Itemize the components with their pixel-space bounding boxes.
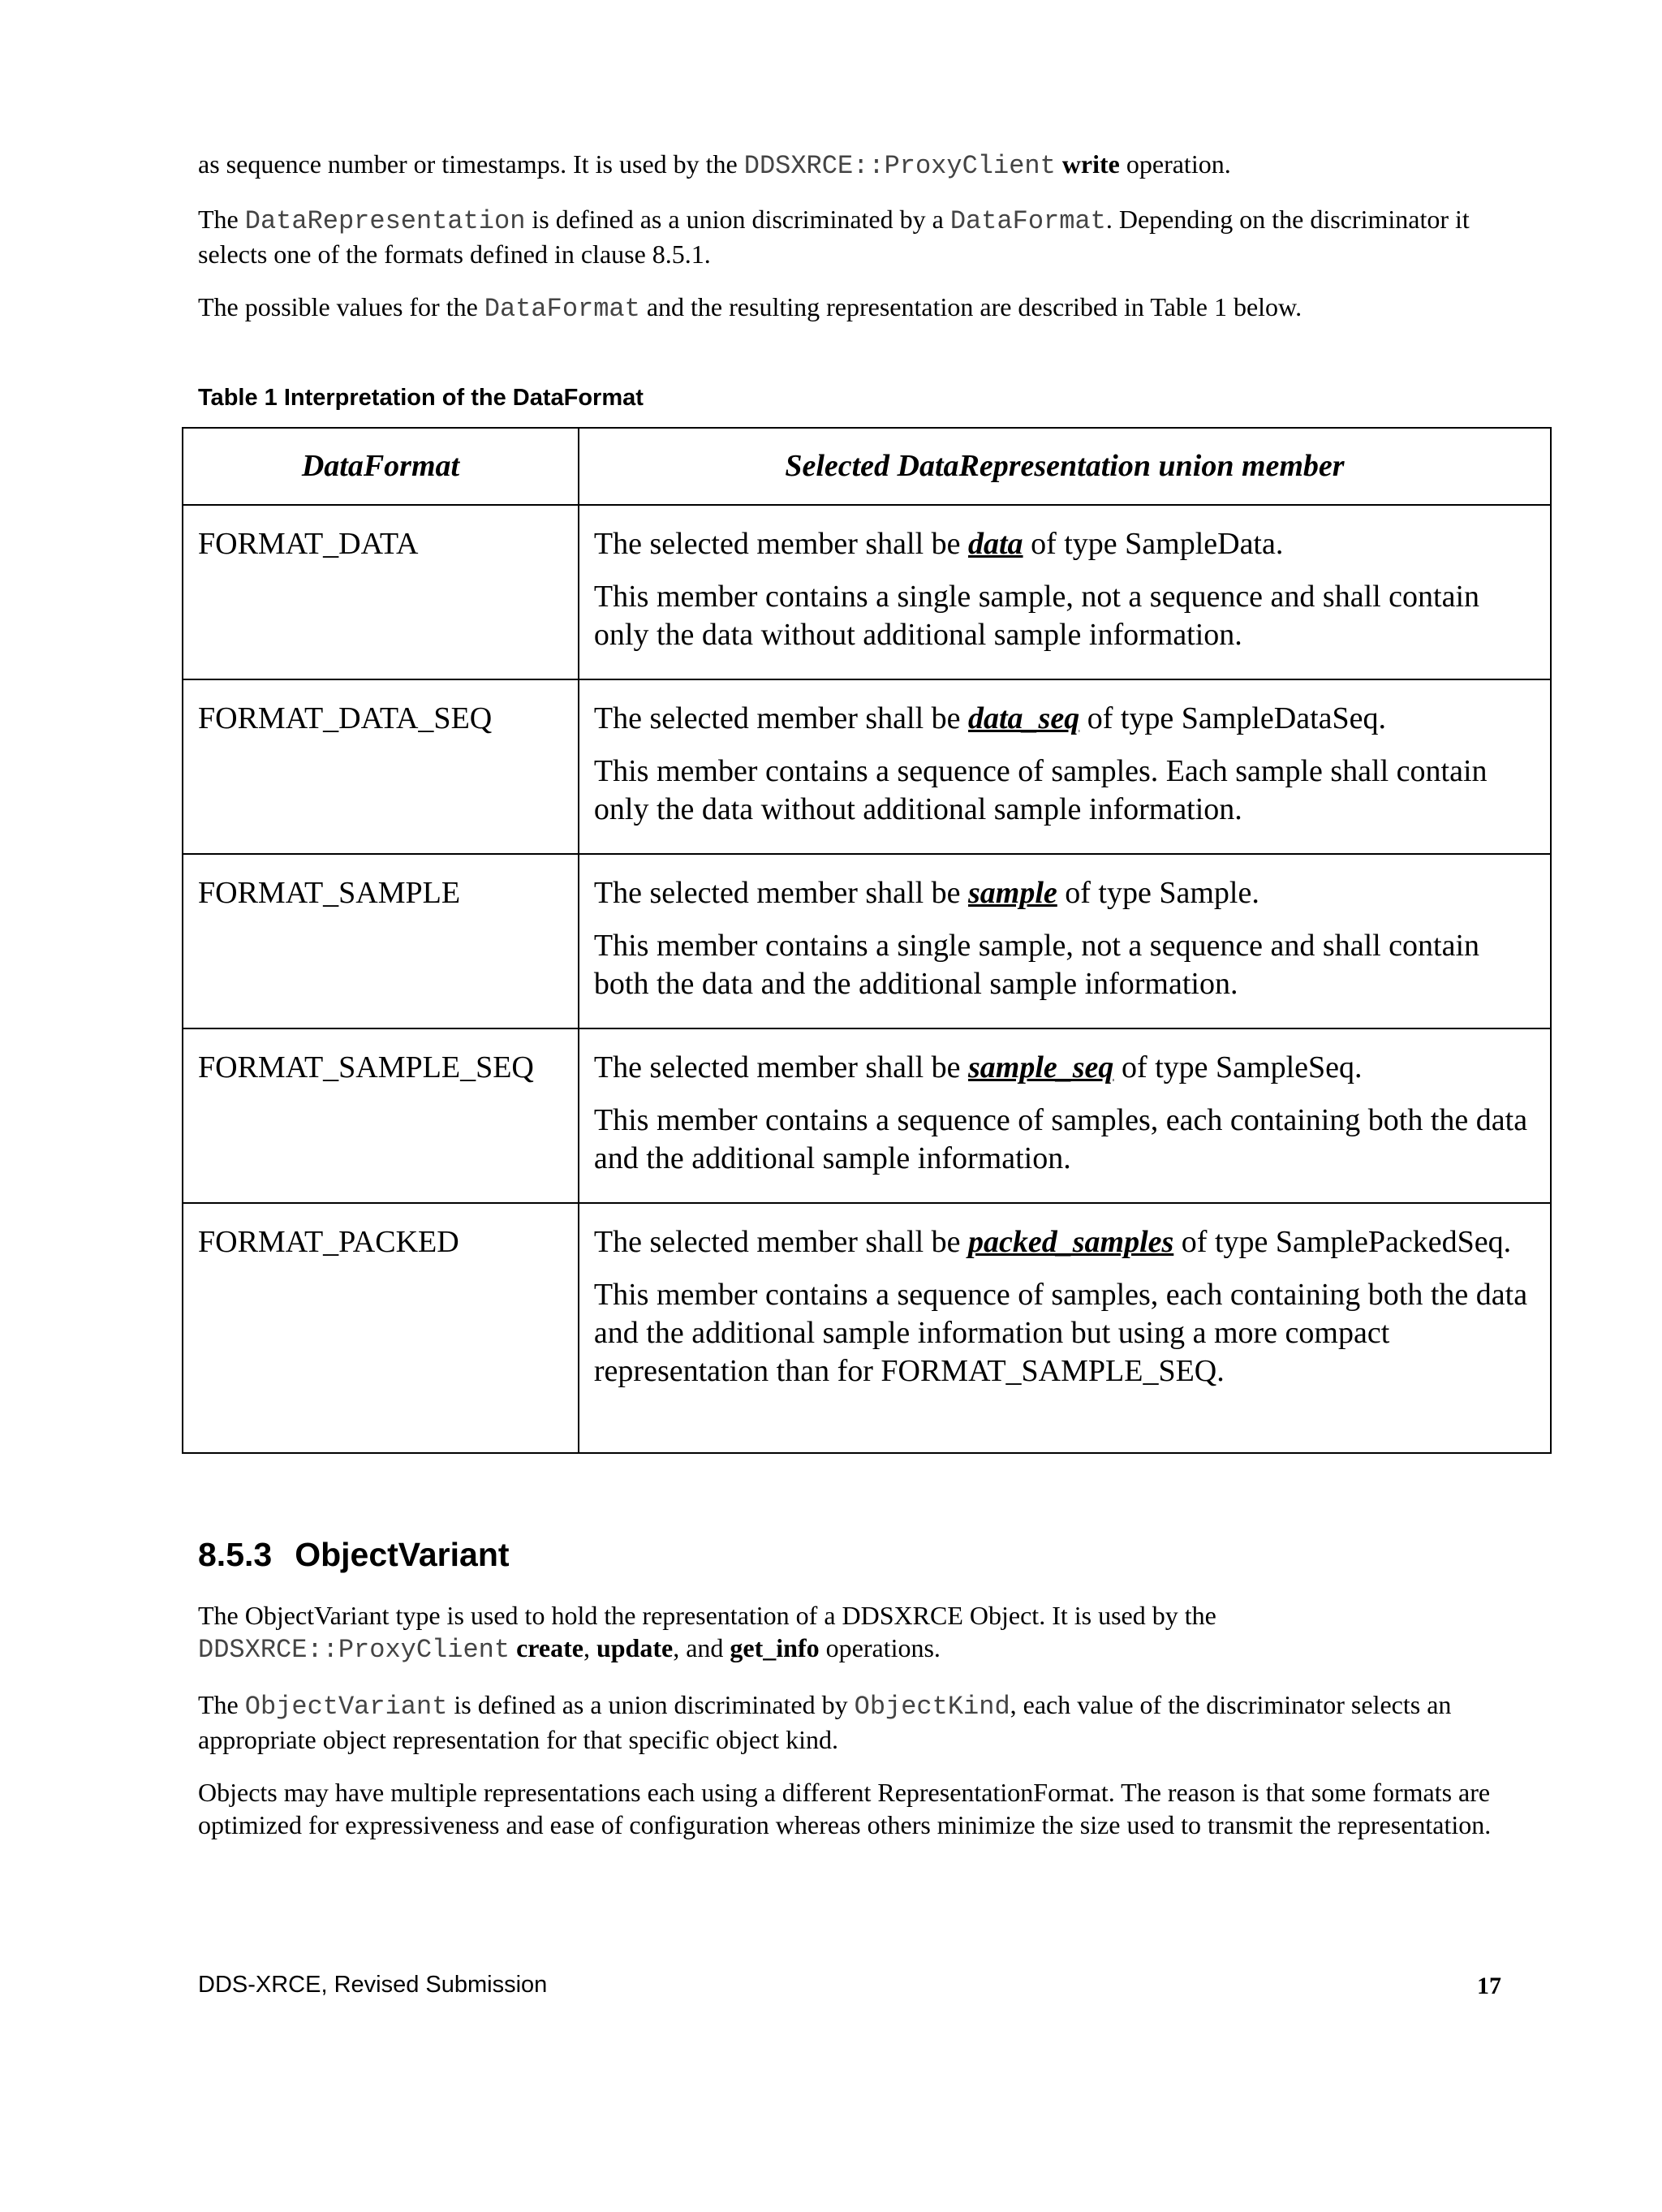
code-proxyclient: DDSXRCE::ProxyClient bbox=[198, 1635, 510, 1665]
footer-document-title: DDS-XRCE, Revised Submission bbox=[198, 1972, 548, 1998]
code-objectkind: ObjectKind bbox=[854, 1692, 1010, 1722]
member-sentence bbox=[594, 874, 1535, 912]
section-heading bbox=[198, 1536, 510, 1574]
intro-paragraph-3 bbox=[198, 291, 1529, 326]
member-sentence bbox=[594, 700, 1535, 738]
text-run: is defined as a union discriminated by bbox=[447, 1690, 855, 1719]
member-sentence bbox=[594, 1223, 1535, 1261]
text-run: , each value of the discriminator selects an appropriate object representation for that specific object kind. bbox=[198, 1690, 1452, 1754]
text-run: The bbox=[198, 205, 245, 234]
member-description: This member contains a sequence of samples, each containing both the data and the additional sample information. bbox=[593, 1103, 1528, 1175]
table-header-row bbox=[183, 428, 1551, 505]
section-paragraph-2 bbox=[198, 1688, 1529, 1756]
text-run: of type SamplePackedSeq. bbox=[1173, 1225, 1512, 1259]
text-run: of type SampleSeq. bbox=[1113, 1050, 1363, 1084]
intro-paragraph-1 bbox=[198, 148, 1529, 183]
text-run: of type Sample. bbox=[1057, 876, 1259, 910]
format-name: FORMAT_SAMPLE bbox=[183, 854, 579, 1028]
bold-get-info: get_info bbox=[730, 1633, 820, 1662]
member-cell bbox=[579, 1203, 1551, 1453]
member-description: This member contains a single sample, not a sequence and shall contain both the data and the additional sample information. bbox=[593, 929, 1480, 1001]
member-sentence bbox=[594, 525, 1535, 563]
table-row bbox=[183, 505, 1551, 679]
text-run: of type SampleDataSeq. bbox=[1079, 701, 1387, 735]
section-title: ObjectVariant bbox=[295, 1536, 510, 1573]
member-name: packed_samples bbox=[968, 1225, 1174, 1259]
format-name: FORMAT_SAMPLE_SEQ bbox=[183, 1028, 579, 1203]
bold-write: write bbox=[1061, 149, 1120, 179]
table-row bbox=[183, 854, 1551, 1028]
text-run: . Depending on the discriminator it selects one of the formats defined in clause 8.5.1. bbox=[198, 205, 1470, 269]
text-run: The ObjectVariant type is used to hold the representation of a DDSXRCE Object. It is used by the bbox=[198, 1601, 1216, 1630]
text-run: , and bbox=[673, 1633, 730, 1662]
text-run: as sequence number or timestamps. It is used by the bbox=[198, 149, 744, 179]
member-name: data_seq bbox=[968, 701, 1080, 735]
member-name: sample bbox=[968, 876, 1057, 910]
column-header-dataformat: DataFormat bbox=[183, 428, 579, 505]
text-run: operations. bbox=[819, 1633, 941, 1662]
text-run: The bbox=[198, 1690, 245, 1719]
format-name: FORMAT_DATA_SEQ bbox=[183, 679, 579, 854]
footer-page-number: 17 bbox=[1477, 1973, 1501, 1999]
code-objectvariant: ObjectVariant bbox=[244, 1692, 448, 1722]
section-paragraph-3: Objects may have multiple representations each using a different RepresentationFormat. The reason is that some formats are optimized for expressiveness and ease of configuration whereas others minimize the size used to transmit the representation. bbox=[198, 1778, 1492, 1839]
bold-create: create bbox=[516, 1633, 583, 1662]
text-run: operation. bbox=[1119, 149, 1231, 179]
text-run: , bbox=[583, 1633, 596, 1662]
text-run: The possible values for the bbox=[198, 292, 484, 321]
section-number: 8.5.3 bbox=[198, 1536, 273, 1573]
table-row bbox=[183, 1028, 1551, 1203]
code-datarepresentation: DataRepresentation bbox=[244, 206, 526, 236]
bold-update: update bbox=[596, 1633, 674, 1662]
member-cell bbox=[579, 679, 1551, 854]
intro-paragraph-2 bbox=[198, 203, 1529, 270]
text-run: The selected member shall be bbox=[593, 527, 968, 561]
member-name: data bbox=[968, 527, 1023, 561]
text-run: The selected member shall be bbox=[593, 876, 968, 910]
dataformat-table bbox=[182, 427, 1552, 1454]
code-dataformat: DataFormat bbox=[484, 294, 640, 324]
text-run: The selected member shall be bbox=[593, 1050, 968, 1084]
member-cell bbox=[579, 505, 1551, 679]
member-description: This member contains a single sample, not a sequence and shall contain only the data without additional sample information. bbox=[593, 580, 1480, 652]
member-description: This member contains a sequence of samples, each containing both the data and the additional sample information but using a more compact representation than for FORMAT_SAMPLE_SEQ. bbox=[593, 1278, 1528, 1388]
member-cell bbox=[579, 854, 1551, 1028]
code-dataformat: DataFormat bbox=[949, 206, 1106, 236]
text-run: is defined as a union discriminated by a bbox=[525, 205, 950, 234]
section-paragraph-1 bbox=[198, 1599, 1529, 1667]
table-row bbox=[183, 679, 1551, 854]
column-header-union-member: Selected DataRepresentation union member bbox=[579, 428, 1551, 505]
format-name: FORMAT_PACKED bbox=[183, 1203, 579, 1453]
format-name: FORMAT_DATA bbox=[183, 505, 579, 679]
member-name: sample_seq bbox=[968, 1050, 1114, 1084]
member-description: This member contains a sequence of samples. Each sample shall contain only the data without additional sample information. bbox=[593, 754, 1488, 826]
member-cell bbox=[579, 1028, 1551, 1203]
text-run: and the resulting representation are described in Table 1 below. bbox=[639, 292, 1302, 321]
code-proxyclient: DDSXRCE::ProxyClient bbox=[743, 151, 1056, 181]
text-run: of type SampleData. bbox=[1023, 527, 1284, 561]
text-run: The selected member shall be bbox=[593, 701, 968, 735]
member-sentence bbox=[594, 1049, 1535, 1087]
text-run: The selected member shall be bbox=[593, 1225, 968, 1259]
table-caption: Table 1 Interpretation of the DataFormat bbox=[198, 385, 644, 411]
table-row bbox=[183, 1203, 1551, 1453]
